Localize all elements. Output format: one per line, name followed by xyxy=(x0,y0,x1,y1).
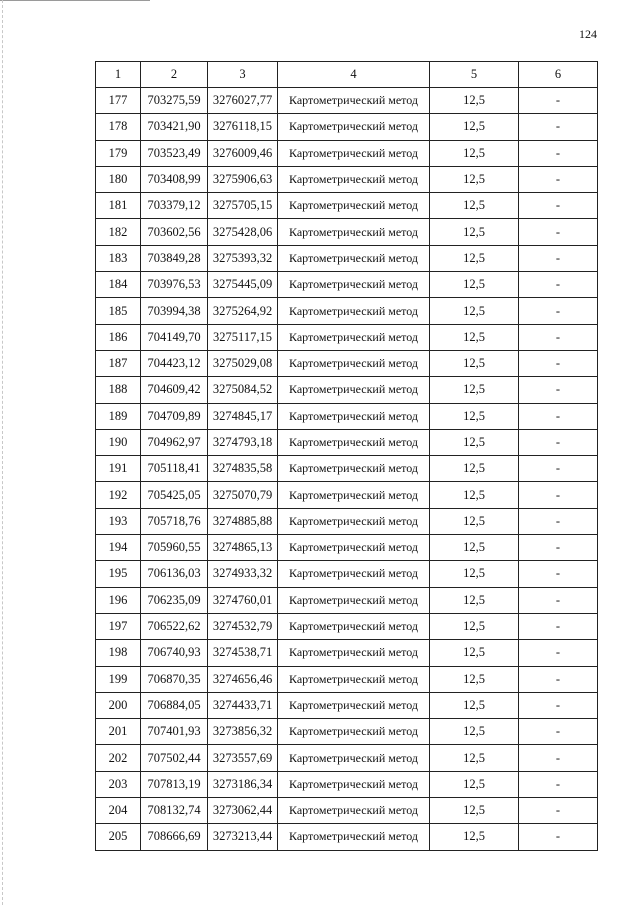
point-number-cell: 181 xyxy=(96,193,141,219)
accuracy-cell: 12,5 xyxy=(430,377,519,403)
point-number-cell: 184 xyxy=(96,272,141,298)
accuracy-cell: 12,5 xyxy=(430,114,519,140)
x-coordinate-cell: 703994,38 xyxy=(141,298,208,324)
point-number-cell: 197 xyxy=(96,613,141,639)
description-cell: - xyxy=(519,140,598,166)
x-coordinate-cell: 706136,03 xyxy=(141,561,208,587)
y-coordinate-cell: 3274885,88 xyxy=(208,508,278,534)
x-coordinate-cell: 706522,62 xyxy=(141,613,208,639)
method-cell: Картометрический метод xyxy=(278,272,430,298)
table-row xyxy=(96,88,598,114)
table-row xyxy=(96,719,598,745)
point-number-cell: 191 xyxy=(96,456,141,482)
header-cell-6: 6 xyxy=(519,62,598,88)
point-number-cell: 194 xyxy=(96,535,141,561)
description-cell: - xyxy=(519,482,598,508)
x-coordinate-cell: 703602,56 xyxy=(141,219,208,245)
y-coordinate-cell: 3274532,79 xyxy=(208,613,278,639)
description-cell: - xyxy=(519,429,598,455)
method-cell: Картометрический метод xyxy=(278,219,430,245)
y-coordinate-cell: 3275705,15 xyxy=(208,193,278,219)
description-cell: - xyxy=(519,561,598,587)
description-cell: - xyxy=(519,245,598,271)
point-number-cell: 189 xyxy=(96,403,141,429)
y-coordinate-cell: 3275906,63 xyxy=(208,166,278,192)
header-cell-3: 3 xyxy=(208,62,278,88)
y-coordinate-cell: 3275428,06 xyxy=(208,219,278,245)
table-row xyxy=(96,798,598,824)
y-coordinate-cell: 3276118,15 xyxy=(208,114,278,140)
y-coordinate-cell: 3274865,13 xyxy=(208,535,278,561)
accuracy-cell: 12,5 xyxy=(430,508,519,534)
point-number-cell: 179 xyxy=(96,140,141,166)
description-cell: - xyxy=(519,166,598,192)
description-cell: - xyxy=(519,298,598,324)
x-coordinate-cell: 703523,49 xyxy=(141,140,208,166)
x-coordinate-cell: 707401,93 xyxy=(141,719,208,745)
method-cell: Картометрический метод xyxy=(278,245,430,271)
table-row xyxy=(96,140,598,166)
x-coordinate-cell: 705425,05 xyxy=(141,482,208,508)
y-coordinate-cell: 3275264,92 xyxy=(208,298,278,324)
method-cell: Картометрический метод xyxy=(278,508,430,534)
method-cell: Картометрический метод xyxy=(278,587,430,613)
y-coordinate-cell: 3273856,32 xyxy=(208,719,278,745)
y-coordinate-cell: 3275393,32 xyxy=(208,245,278,271)
accuracy-cell: 12,5 xyxy=(430,324,519,350)
description-cell: - xyxy=(519,272,598,298)
description-cell: - xyxy=(519,403,598,429)
point-number-cell: 190 xyxy=(96,429,141,455)
accuracy-cell: 12,5 xyxy=(430,219,519,245)
x-coordinate-cell: 706870,35 xyxy=(141,666,208,692)
accuracy-cell: 12,5 xyxy=(430,640,519,666)
x-coordinate-cell: 707813,19 xyxy=(141,771,208,797)
x-coordinate-cell: 708132,74 xyxy=(141,798,208,824)
point-number-cell: 182 xyxy=(96,219,141,245)
y-coordinate-cell: 3274656,46 xyxy=(208,666,278,692)
x-coordinate-cell: 704609,42 xyxy=(141,377,208,403)
point-number-cell: 200 xyxy=(96,692,141,718)
y-coordinate-cell: 3273557,69 xyxy=(208,745,278,771)
x-coordinate-cell: 703379,12 xyxy=(141,193,208,219)
description-cell: - xyxy=(519,377,598,403)
table-row xyxy=(96,272,598,298)
x-coordinate-cell: 703976,53 xyxy=(141,272,208,298)
method-cell: Картометрический метод xyxy=(278,193,430,219)
y-coordinate-cell: 3274760,01 xyxy=(208,587,278,613)
description-cell: - xyxy=(519,88,598,114)
method-cell: Картометрический метод xyxy=(278,456,430,482)
table-row xyxy=(96,666,598,692)
accuracy-cell: 12,5 xyxy=(430,272,519,298)
point-number-cell: 185 xyxy=(96,298,141,324)
accuracy-cell: 12,5 xyxy=(430,403,519,429)
method-cell: Картометрический метод xyxy=(278,745,430,771)
table-row xyxy=(96,587,598,613)
y-coordinate-cell: 3273062,44 xyxy=(208,798,278,824)
description-cell: - xyxy=(519,666,598,692)
accuracy-cell: 12,5 xyxy=(430,798,519,824)
table-row xyxy=(96,403,598,429)
y-coordinate-cell: 3275445,09 xyxy=(208,272,278,298)
x-coordinate-cell: 705118,41 xyxy=(141,456,208,482)
description-cell: - xyxy=(519,508,598,534)
method-cell: Картометрический метод xyxy=(278,535,430,561)
description-cell: - xyxy=(519,219,598,245)
point-number-cell: 183 xyxy=(96,245,141,271)
scan-edge-left xyxy=(2,0,3,905)
x-coordinate-cell: 703421,90 xyxy=(141,114,208,140)
point-number-cell: 198 xyxy=(96,640,141,666)
accuracy-cell: 12,5 xyxy=(430,692,519,718)
description-cell: - xyxy=(519,640,598,666)
table-row xyxy=(96,745,598,771)
accuracy-cell: 12,5 xyxy=(430,482,519,508)
y-coordinate-cell: 3275029,08 xyxy=(208,350,278,376)
accuracy-cell: 12,5 xyxy=(430,719,519,745)
method-cell: Картометрический метод xyxy=(278,114,430,140)
table-row xyxy=(96,166,598,192)
y-coordinate-cell: 3274793,18 xyxy=(208,429,278,455)
table-row xyxy=(96,482,598,508)
accuracy-cell: 12,5 xyxy=(430,166,519,192)
method-cell: Картометрический метод xyxy=(278,429,430,455)
y-coordinate-cell: 3275084,52 xyxy=(208,377,278,403)
method-cell: Картометрический метод xyxy=(278,298,430,324)
accuracy-cell: 12,5 xyxy=(430,561,519,587)
point-number-cell: 177 xyxy=(96,88,141,114)
point-number-cell: 186 xyxy=(96,324,141,350)
table-row xyxy=(96,324,598,350)
method-cell: Картометрический метод xyxy=(278,613,430,639)
table-header-row xyxy=(96,62,598,88)
method-cell: Картометрический метод xyxy=(278,324,430,350)
y-coordinate-cell: 3274933,32 xyxy=(208,561,278,587)
description-cell: - xyxy=(519,798,598,824)
method-cell: Картометрический метод xyxy=(278,377,430,403)
accuracy-cell: 12,5 xyxy=(430,140,519,166)
table-row xyxy=(96,245,598,271)
description-cell: - xyxy=(519,613,598,639)
accuracy-cell: 12,5 xyxy=(430,771,519,797)
method-cell: Картометрический метод xyxy=(278,824,430,850)
x-coordinate-cell: 704149,70 xyxy=(141,324,208,350)
point-number-cell: 195 xyxy=(96,561,141,587)
table-row xyxy=(96,561,598,587)
table-row xyxy=(96,640,598,666)
method-cell: Картометрический метод xyxy=(278,798,430,824)
table-row xyxy=(96,219,598,245)
accuracy-cell: 12,5 xyxy=(430,429,519,455)
description-cell: - xyxy=(519,324,598,350)
table-row xyxy=(96,377,598,403)
method-cell: Картометрический метод xyxy=(278,771,430,797)
x-coordinate-cell: 706235,09 xyxy=(141,587,208,613)
point-number-cell: 205 xyxy=(96,824,141,850)
accuracy-cell: 12,5 xyxy=(430,745,519,771)
header-cell-1: 1 xyxy=(96,62,141,88)
point-number-cell: 204 xyxy=(96,798,141,824)
coordinates-table xyxy=(95,61,598,851)
description-cell: - xyxy=(519,719,598,745)
accuracy-cell: 12,5 xyxy=(430,350,519,376)
table-row xyxy=(96,298,598,324)
accuracy-cell: 12,5 xyxy=(430,298,519,324)
header-cell-2: 2 xyxy=(141,62,208,88)
accuracy-cell: 12,5 xyxy=(430,613,519,639)
point-number-cell: 201 xyxy=(96,719,141,745)
x-coordinate-cell: 704709,89 xyxy=(141,403,208,429)
point-number-cell: 202 xyxy=(96,745,141,771)
x-coordinate-cell: 704423,12 xyxy=(141,350,208,376)
method-cell: Картометрический метод xyxy=(278,640,430,666)
table-row xyxy=(96,508,598,534)
table-row xyxy=(96,114,598,140)
method-cell: Картометрический метод xyxy=(278,166,430,192)
x-coordinate-cell: 703849,28 xyxy=(141,245,208,271)
point-number-cell: 203 xyxy=(96,771,141,797)
x-coordinate-cell: 706884,05 xyxy=(141,692,208,718)
accuracy-cell: 12,5 xyxy=(430,535,519,561)
table-body xyxy=(96,62,598,851)
point-number-cell: 192 xyxy=(96,482,141,508)
method-cell: Картометрический метод xyxy=(278,719,430,745)
accuracy-cell: 12,5 xyxy=(430,88,519,114)
table-row xyxy=(96,429,598,455)
point-number-cell: 193 xyxy=(96,508,141,534)
y-coordinate-cell: 3275070,79 xyxy=(208,482,278,508)
y-coordinate-cell: 3275117,15 xyxy=(208,324,278,350)
description-cell: - xyxy=(519,193,598,219)
y-coordinate-cell: 3274538,71 xyxy=(208,640,278,666)
description-cell: - xyxy=(519,692,598,718)
y-coordinate-cell: 3273213,44 xyxy=(208,824,278,850)
accuracy-cell: 12,5 xyxy=(430,587,519,613)
method-cell: Картометрический метод xyxy=(278,350,430,376)
table-row xyxy=(96,692,598,718)
table-row xyxy=(96,456,598,482)
point-number-cell: 188 xyxy=(96,377,141,403)
point-number-cell: 187 xyxy=(96,350,141,376)
accuracy-cell: 12,5 xyxy=(430,456,519,482)
x-coordinate-cell: 707502,44 xyxy=(141,745,208,771)
description-cell: - xyxy=(519,745,598,771)
x-coordinate-cell: 706740,93 xyxy=(141,640,208,666)
y-coordinate-cell: 3276027,77 xyxy=(208,88,278,114)
y-coordinate-cell: 3273186,34 xyxy=(208,771,278,797)
accuracy-cell: 12,5 xyxy=(430,245,519,271)
y-coordinate-cell: 3274845,17 xyxy=(208,403,278,429)
header-cell-4: 4 xyxy=(278,62,430,88)
point-number-cell: 196 xyxy=(96,587,141,613)
table-row xyxy=(96,771,598,797)
method-cell: Картометрический метод xyxy=(278,140,430,166)
accuracy-cell: 12,5 xyxy=(430,824,519,850)
point-number-cell: 178 xyxy=(96,114,141,140)
x-coordinate-cell: 703275,59 xyxy=(141,88,208,114)
y-coordinate-cell: 3276009,46 xyxy=(208,140,278,166)
y-coordinate-cell: 3274433,71 xyxy=(208,692,278,718)
scan-edge-top xyxy=(0,0,150,1)
x-coordinate-cell: 704962,97 xyxy=(141,429,208,455)
method-cell: Картометрический метод xyxy=(278,403,430,429)
x-coordinate-cell: 705960,55 xyxy=(141,535,208,561)
method-cell: Картометрический метод xyxy=(278,666,430,692)
y-coordinate-cell: 3274835,58 xyxy=(208,456,278,482)
point-number-cell: 199 xyxy=(96,666,141,692)
description-cell: - xyxy=(519,350,598,376)
description-cell: - xyxy=(519,535,598,561)
point-number-cell: 180 xyxy=(96,166,141,192)
table-row xyxy=(96,824,598,850)
description-cell: - xyxy=(519,824,598,850)
description-cell: - xyxy=(519,587,598,613)
accuracy-cell: 12,5 xyxy=(430,666,519,692)
description-cell: - xyxy=(519,771,598,797)
x-coordinate-cell: 705718,76 xyxy=(141,508,208,534)
method-cell: Картометрический метод xyxy=(278,692,430,718)
x-coordinate-cell: 708666,69 xyxy=(141,824,208,850)
description-cell: - xyxy=(519,114,598,140)
page-number: 124 xyxy=(579,27,597,41)
accuracy-cell: 12,5 xyxy=(430,193,519,219)
method-cell: Картометрический метод xyxy=(278,482,430,508)
method-cell: Картометрический метод xyxy=(278,561,430,587)
description-cell: - xyxy=(519,456,598,482)
header-cell-5: 5 xyxy=(430,62,519,88)
x-coordinate-cell: 703408,99 xyxy=(141,166,208,192)
method-cell: Картометрический метод xyxy=(278,88,430,114)
table-row xyxy=(96,350,598,376)
table-row xyxy=(96,613,598,639)
table-row xyxy=(96,535,598,561)
table-row xyxy=(96,193,598,219)
